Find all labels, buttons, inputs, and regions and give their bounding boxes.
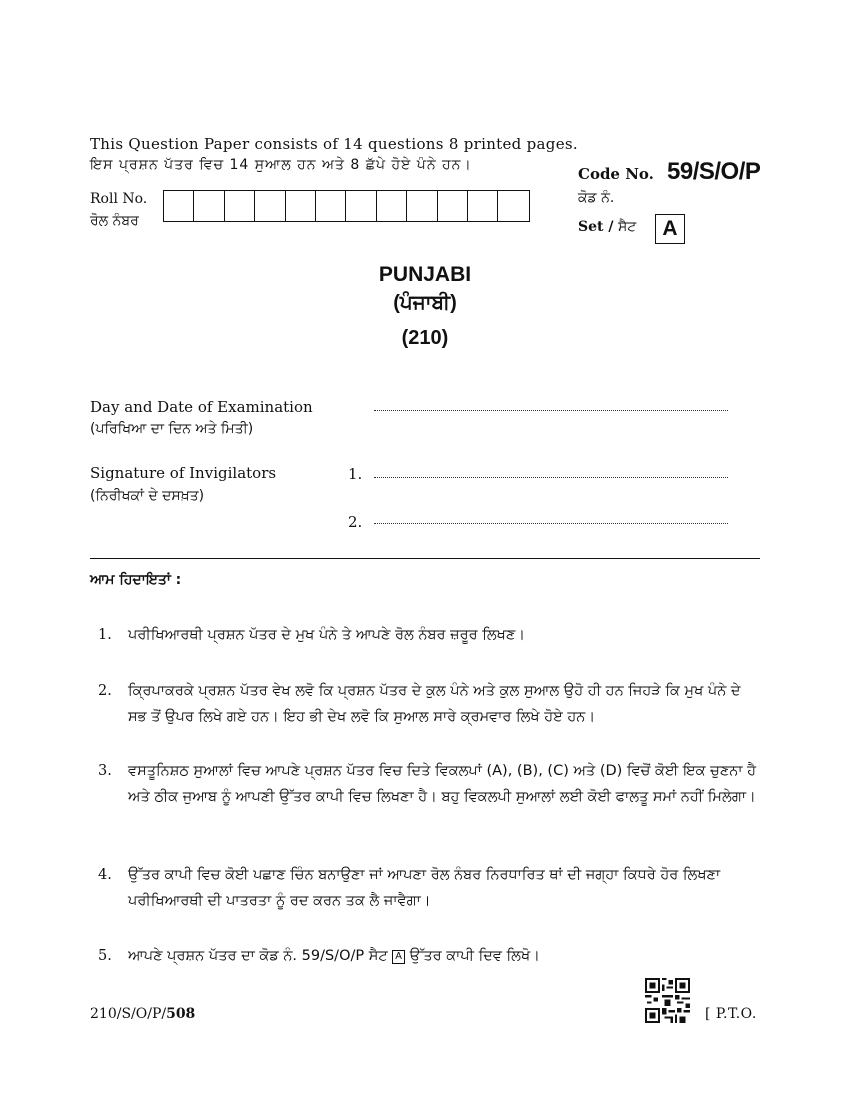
instruction-text: ਵਸਤੂਨਿਸ਼ਠ ਸੁਆਲਾਂ ਵਿਚ ਆਪਣੇ ਪ੍ਰਸ਼ਨ ਪੱਤਰ ਵਿਚ ਦਿਤੇ ਵਿਕਲਪਾਂ (A), (B), (C) ਅਤੇ (D) ਵਿਚੋਂ ਕੋਈ ਇਕ ਚੁਣਨਾ ਹੈ ਅਤੇ ਠੀਕ ਜੁਆਬ ਨੂੰ ਆਪਣੀ ਉੱਤਰ ਕਾਪੀ ਵਿਚ ਲਿਖਣਾ ਹੈ। ਬਹੁ ਵਿਕਲਪੀ ਸੁਆਲਾਂ ਲਈ ਕੋਈ ਫਾਲਤੂ ਸਮਾਂ ਨਹੀਂ ਮਿਲੇਗਾ।: [128, 763, 757, 805]
code-number-label-pa: ਕੋਡ ਨੰ.: [578, 190, 615, 206]
instruction-number: 1.: [98, 627, 112, 643]
roll-label-pa: ਰੋਲ ਨੰਬਰ: [90, 213, 139, 229]
subject-title-pa: (ਪੰਜਾਬੀ): [393, 292, 457, 314]
instruction-item: [98, 678, 763, 730]
instruction-text: ਪਰੀਖਿਆਰਥੀ ਪ੍ਰਸ਼ਨ ਪੱਤਰ ਦੇ ਮੁਖ ਪੰਨੇ ਤੇ ਆਪਣੇ ਰੋਲ ਨੰਬਰ ਜ਼ਰੂਰ ਲਿਖਣ।: [128, 627, 526, 643]
question-count-pa: ਇਸ ਪ੍ਰਸ਼ਨ ਪੱਤਰ ਵਿਚ 14 ਸੁਆਲ ਹਨ ਅਤੇ 8 ਛੱਪੇ ਹੋਏ ਪੰਨੇ ਹਨ।: [90, 157, 472, 173]
roll-digit-box[interactable]: [438, 191, 468, 221]
set-mini-box: A: [392, 950, 405, 964]
roll-digit-box[interactable]: [498, 191, 528, 221]
instruction-item: [98, 862, 763, 914]
instruction-text: ਕ੍ਰਿਪਾਕਰਕੇ ਪ੍ਰਸ਼ਨ ਪੱਤਰ ਵੇਖ ਲਵੋ ਕਿ ਪ੍ਰਸ਼ਨ ਪੱਤਰ ਦੇ ਕੁਲ ਪੰਨੇ ਅਤੇ ਕੁਲ ਸੁਆਲ ਉਹੋ ਹੀ ਹਨ ਜਿਹੜੇ ਕਿ ਮੁਖ ਪੰਨੇ ਦੇ ਸਭ ਤੋਂ ਉਪਰ ਲਿਖੇ ਗਏ ਹਨ। ਇਹ ਭੀ ਦੇਖ ਲਵੋ ਕਿ ਸੁਆਲ ਸਾਰੇ ਕ੍ਰਮਵਾਰ ਲਿਖੇ ਹੋਏ ਹਨ।: [128, 683, 741, 725]
instruction-text-before: ਆਪਣੇ ਪ੍ਰਸ਼ਨ ਪੱਤਰ ਦਾ ਕੋਡ ਨੰ. 59/S/O/P ਸੈਟ: [128, 948, 388, 964]
code-number-value: 59/S/O/P: [667, 158, 761, 185]
set-label: [578, 219, 636, 235]
subject-title: PUNJABI: [378, 263, 472, 286]
instruction-item: [98, 758, 763, 810]
please-turn-over: [ P.T.O.: [705, 1006, 757, 1022]
instruction-text-after: ਉੱਤਰ ਕਾਪੀ ਦਿਵ ਲਿਖੋ।: [409, 948, 540, 964]
roll-digit-box[interactable]: [194, 191, 224, 221]
question-count-en: This Question Paper consists of 14 questions 8 printed pages.: [90, 135, 578, 153]
roll-digit-box[interactable]: [255, 191, 285, 221]
roll-digit-box[interactable]: [164, 191, 194, 221]
paper-code-footer: [90, 1006, 195, 1022]
code-number-label: Code No.: [578, 165, 654, 183]
roll-digit-box[interactable]: [468, 191, 498, 221]
invigilators-label-pa: (ਨਿਰੀਖਕਾਂ ਦੇ ਦਸਖ਼ਤ): [90, 488, 205, 504]
exam-date-label-en: Day and Date of Examination: [90, 398, 313, 416]
instruction-item: [98, 943, 763, 969]
roll-digit-box[interactable]: [377, 191, 407, 221]
instruction-item: [98, 622, 763, 648]
paper-code-prefix: 210/S/O/P/: [90, 1006, 167, 1022]
invigilator-number-2: 2.: [348, 513, 363, 531]
paper-code-bold: 508: [166, 1006, 196, 1022]
roll-digit-box[interactable]: [346, 191, 376, 221]
invigilator-signature-field-2[interactable]: [374, 522, 728, 524]
set-label-en: Set /: [578, 219, 614, 235]
exam-date-label-pa: (ਪਰਿਖਿਆ ਦਾ ਦਿਨ ਅਤੇ ਮਿਤੀ): [90, 421, 254, 437]
roll-label-en: Roll No.: [90, 191, 148, 207]
section-divider: [90, 558, 760, 559]
roll-number-label: [90, 188, 147, 232]
instruction-number: 4.: [98, 867, 112, 883]
set-label-pa: ਸੈਟ: [617, 219, 637, 235]
subject-code: (210): [401, 327, 449, 349]
roll-digit-box[interactable]: [407, 191, 437, 221]
invigilator-number-1: 1.: [348, 465, 363, 483]
invigilators-label-en: Signature of Invigilators: [90, 464, 277, 482]
exam-date-field[interactable]: [374, 409, 728, 411]
invigilator-signature-field-1[interactable]: [374, 476, 728, 478]
instruction-text: [128, 943, 763, 969]
instruction-number: 3.: [98, 763, 112, 779]
instructions-heading: ਆਮ ਹਿਦਾਇਤਾਂ :: [90, 572, 182, 588]
set-value-box: A: [655, 214, 685, 244]
instruction-text: ਉੱਤਰ ਕਾਪੀ ਵਿਚ ਕੋਈ ਪਛਾਣ ਚਿੰਨ ਬਨਾਉਣਾ ਜਾਂ ਆਪਣਾ ਰੋਲ ਨੰਬਰ ਨਿਰਧਾਰਿਤ ਥਾਂ ਦੀ ਜਗ੍ਹਾ ਕਿਧਰੇ ਹੋਰ ਲਿਖਣਾ ਪਰੀਖਿਆਰਥੀ ਦੀ ਪਾਤਰਤਾ ਨੂੰ ਰਦ ਕਰਨ ਤਕ ਲੈ ਜਾਵੈਗਾ।: [128, 867, 721, 909]
roll-digit-box[interactable]: [316, 191, 346, 221]
instruction-number: 2.: [98, 683, 112, 699]
qr-code-icon: [645, 978, 690, 1023]
instruction-number: 5.: [98, 948, 112, 964]
roll-digit-box[interactable]: [225, 191, 255, 221]
roll-digit-box[interactable]: [286, 191, 316, 221]
roll-number-boxes[interactable]: [163, 190, 530, 222]
